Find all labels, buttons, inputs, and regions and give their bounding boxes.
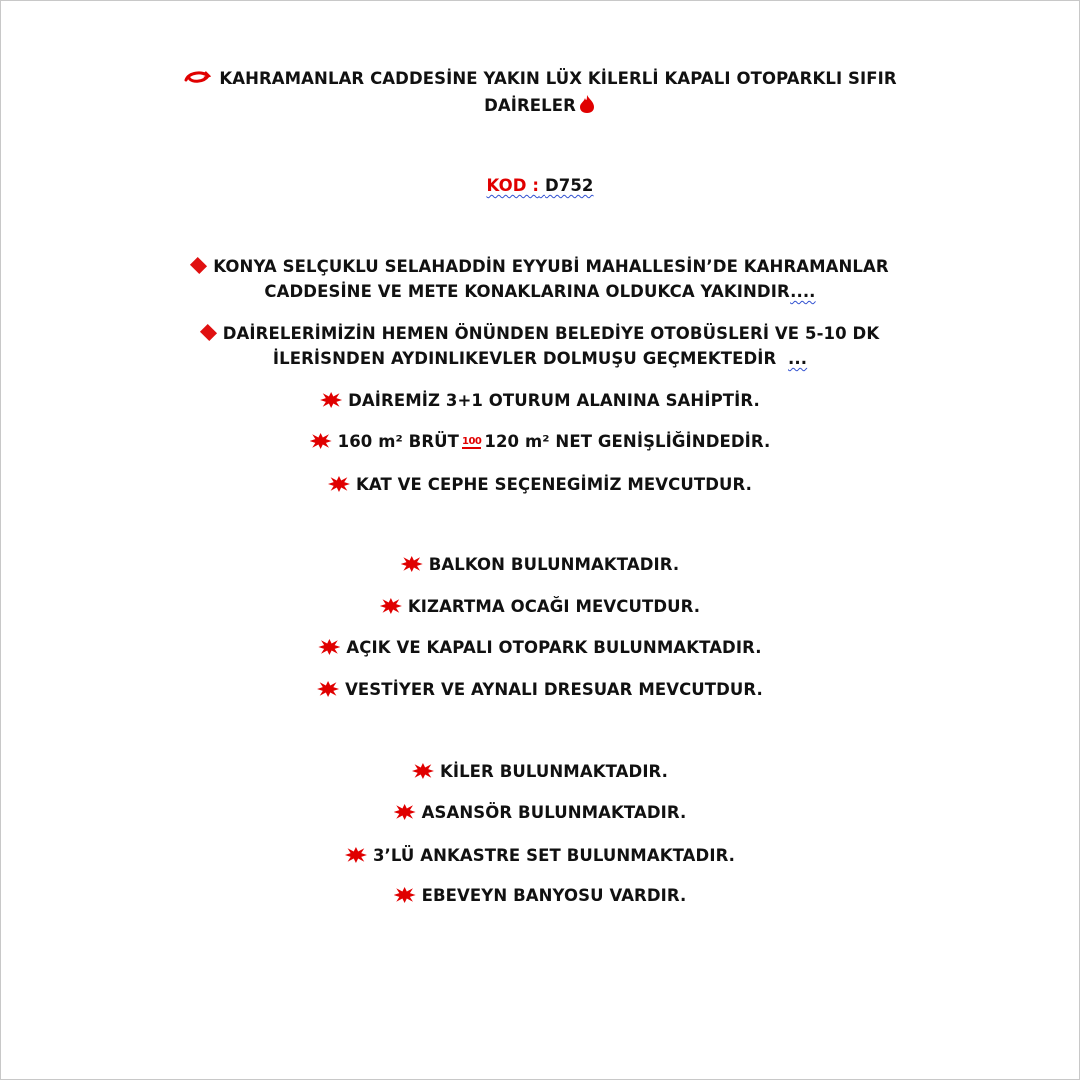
location-note-2-text-1: DAİRELERİMİZİN HEMEN ÖNÜNDEN BELEDİYE OTOBÜSLERİ VE 5-10 DK [222, 324, 880, 343]
red-burst-icon [320, 392, 342, 408]
feature-text: 3’LÜ ANKASTRE SET BULUNMAKTADIR. [372, 846, 736, 865]
red-burst-icon [394, 887, 416, 903]
feature-text: EBEVEYN BANYOSU VARDIR. [421, 886, 687, 905]
feature-line [1, 473, 1079, 497]
red-burst-icon [394, 804, 416, 820]
code-wrap [486, 176, 593, 195]
location-note-1-line-2 [1, 280, 1079, 304]
title-text-2: DAİRELER [484, 96, 576, 115]
red-burst-icon [328, 476, 350, 492]
red-diamond-icon [200, 324, 217, 341]
hundred-points-icon: 100 [462, 436, 482, 447]
size-line [1, 430, 1079, 454]
feature-line [1, 844, 1079, 868]
location-note-2-line-2 [1, 347, 1079, 371]
feature-line [1, 884, 1079, 908]
red-burst-icon [310, 433, 332, 449]
feature-text: KİLER BULUNMAKTADIR. [439, 762, 669, 781]
red-diamond-icon [190, 257, 207, 274]
title-text-1: KAHRAMANLAR CADDESİNE YAKIN LÜX KİLERLİ KAPALI OTOPARKLI SIFIR [219, 69, 897, 88]
code-line [1, 174, 1079, 198]
red-burst-icon [345, 847, 367, 863]
feature-text: KAT VE CEPHE SEÇENEGİMİZ MEVCUTDUR. [355, 475, 753, 494]
feature-text: AÇIK VE KAPALI OTOPARK BULUNMAKTADIR. [346, 638, 762, 657]
location-note-1-text-2: CADDESİNE VE METE KONAKLARINA OLDUKCA YAKINDIR [264, 282, 791, 301]
red-burst-icon [380, 598, 402, 614]
location-note-1-text-1: KONYA SELÇUKLU SELAHADDİN EYYUBİ MAHALLESİN’DE KAHRAMANLAR [213, 257, 889, 276]
fire-icon [578, 94, 596, 114]
feature-line [1, 389, 1079, 413]
red-spiral-arrow-icon [183, 69, 211, 85]
location-note-2-line-1 [1, 322, 1079, 346]
title-line-2 [1, 94, 1079, 118]
feature-text: DAİREMİZ 3+1 OTURUM ALANINA SAHİPTİR. [348, 391, 760, 410]
location-note-1-line-1 [1, 255, 1079, 279]
red-burst-icon [318, 639, 340, 655]
gross-size-text: 160 m² BRÜT [337, 432, 459, 451]
location-note-1-ellipsis: .... [790, 282, 816, 301]
location-note-2-ellipsis: ... [788, 349, 808, 368]
feature-line [1, 678, 1079, 702]
feature-line [1, 636, 1079, 660]
code-value: D752 [544, 176, 594, 195]
feature-line [1, 760, 1079, 784]
red-burst-icon [317, 681, 339, 697]
feature-text: BALKON BULUNMAKTADIR. [428, 555, 680, 574]
feature-text: ASANSÖR BULUNMAKTADIR. [421, 803, 687, 822]
feature-line [1, 595, 1079, 619]
feature-text: VESTİYER VE AYNALI DRESUAR MEVCUTDUR. [345, 680, 763, 699]
location-note-2-text-2: İLERİSNDEN AYDINLIKEVLER DOLMUŞU GEÇMEKTEDİR [272, 349, 777, 368]
net-size-text: 120 m² NET GENİŞLİĞİNDEDİR. [484, 432, 771, 451]
title-line-1 [1, 67, 1079, 91]
feature-line [1, 801, 1079, 825]
feature-text: KIZARTMA OCAĞI MEVCUTDUR. [407, 597, 701, 616]
feature-line [1, 553, 1079, 577]
red-burst-icon [412, 763, 434, 779]
code-label: KOD : [486, 176, 540, 195]
red-burst-icon [401, 556, 423, 572]
